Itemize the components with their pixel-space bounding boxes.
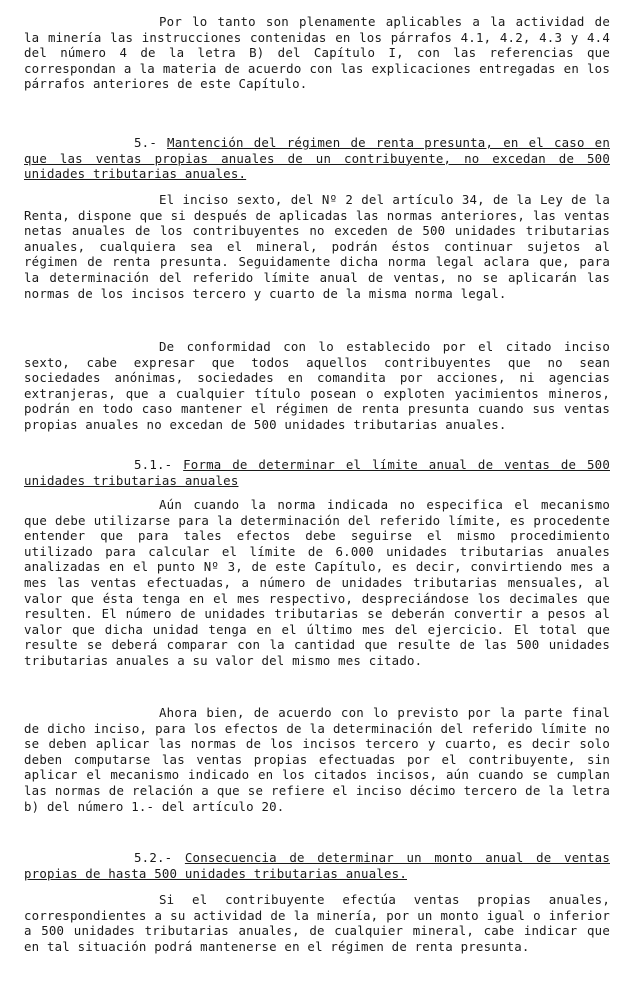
paragraph-block-2 xyxy=(24,192,610,301)
section-title: Mantención del régimen de renta presunta, en el caso en que las ventas propias anuales de un contribuyente, no excedan de 500 unidades tributarias anuales. xyxy=(24,135,610,182)
section-5-1-heading xyxy=(24,457,610,488)
section-number: 5.- xyxy=(134,135,168,150)
paragraph-block-6 xyxy=(24,892,610,954)
paragraph-block-5 xyxy=(24,705,610,814)
section-title: Consecuencia de determinar un monto anual de ventas propias de hasta 500 unidades tributarias anuales. xyxy=(24,850,610,881)
section-number: 5.2.- xyxy=(134,850,185,865)
section-5-heading xyxy=(24,135,610,182)
body-paragraph: Aún cuando la norma indicada no especifica el mecanismo que debe utilizarse para la determinación del referido límite, es procedente entender que para tales efectos debe seguirse el mismo procedimiento utilizado para calcular el límite de 6.000 unidades tributarias anuales analizadas en el punto Nº 3, de este Capítulo, es decir, convirtiendo mes a mes las ventas efectuadas, a número de unidades tributarias mensuales, al valor que ésta tenga en el mes respectivo, despreciándose los decimales que resulten. El número de unidades tributarias se deberán convertir a pesos al valor que dicha unidad tenga en el último mes del ejercicio. El total que resulte se deberá comparar con la cantidad que resulte de las 500 unidades tributarias anuales a su valor del mismo mes citado. xyxy=(24,497,610,668)
paragraph-block-1 xyxy=(24,14,610,92)
section-number: 5.1.- xyxy=(134,457,184,472)
body-paragraph: De conformidad con lo establecido por el citado inciso sexto, cabe expresar que todos aquellos contribuyentes que no sean sociedades anónimas, sociedades en comandita por acciones, ni agencias extranjeras, que a cualquier título posean o exploten yacimientos mineros, podrán en todo caso mantener el régimen de renta presunta cuando sus ventas propias anuales no excedan de 500 unidades tributarias anuales. xyxy=(24,339,610,432)
paragraph-block-3 xyxy=(24,339,610,433)
body-paragraph: Por lo tanto son plenamente aplicables a la actividad de la minería las instrucciones contenidas en los párrafos 4.1, 4.2, 4.3 y 4.4 del número 4 de la letra B) del Capítulo I, con las referencias que correspondan a la materia de acuerdo con las explicaciones entregadas en los párrafos anteriores de este Capítulo. xyxy=(24,14,610,92)
body-paragraph: Ahora bien, de acuerdo con lo previsto por la parte final de dicho inciso, para los efectos de la determinación del referido límite no se deben aplicar las normas de los incisos tercero y cuarto, es decir solo deben computarse las ventas propias efectuadas por el contribuyente, sin aplicar el mecanismo indicado en los citados incisos, aún cuando se cumplan las normas de relación a que se refiere el inciso décimo tercero de la letra b) del número 1.- del artículo 20. xyxy=(24,705,610,814)
body-paragraph: Si el contribuyente efectúa ventas propias anuales, correspondientes a su actividad de la minería, por un monto igual o inferior a 500 unidades tributarias anuales, de cualquier mineral, cabe indicar que en tal situación podrá mantenerse en el régimen de renta presunta. xyxy=(24,892,610,954)
body-paragraph: El inciso sexto, del Nº 2 del artículo 34, de la Ley de la Renta, dispone que si después de aplicadas las normas anteriores, las ventas netas anuales de los contribuyentes no exceden de 500 unidades tributarias anuales, cualquiera sea el mineral, podrán éstos continuar sujetos al régimen de renta presunta. Seguidamente dicha norma legal aclara que, para la determinación del referido límite anual de ventas, no se aplicarán las normas de los incisos tercero y cuarto de la misma norma legal. xyxy=(24,192,610,301)
section-title: Forma de determinar el límite anual de ventas de 500 unidades tributarias anuales xyxy=(24,457,610,488)
section-5-2-heading xyxy=(24,850,610,881)
paragraph-block-4 xyxy=(24,497,610,669)
